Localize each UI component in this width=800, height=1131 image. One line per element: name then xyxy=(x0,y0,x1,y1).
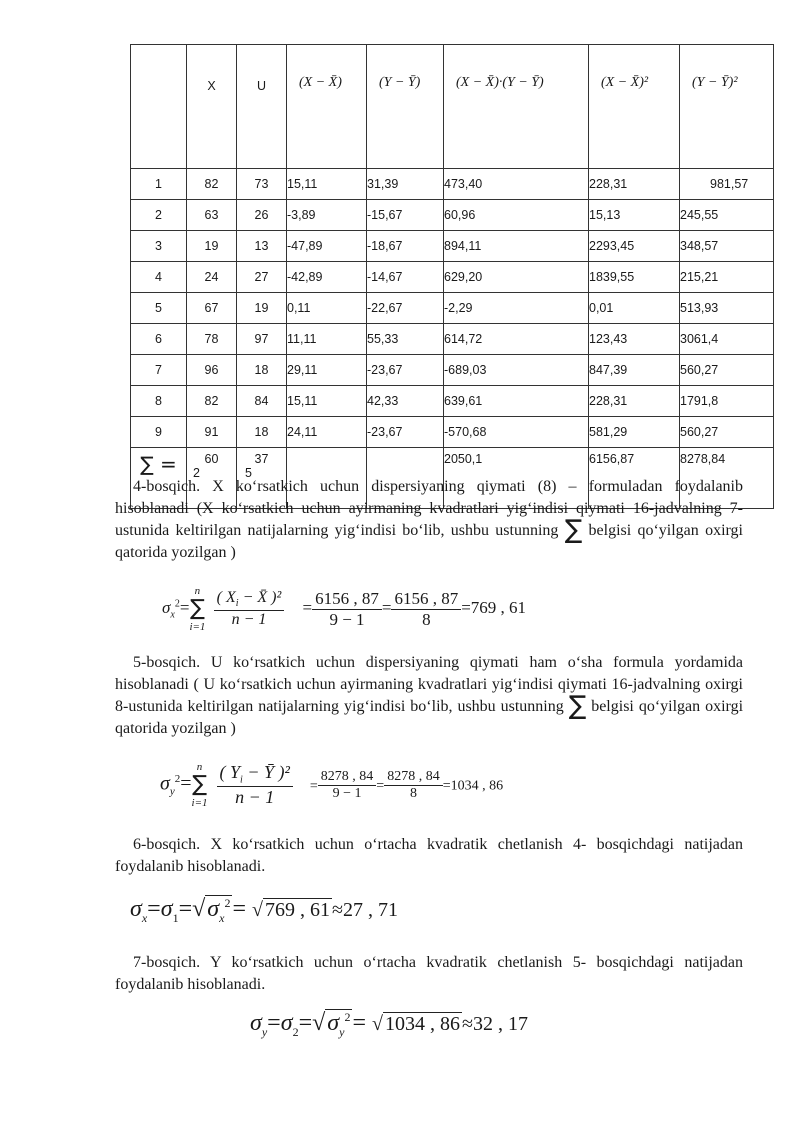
table-cell: 96 xyxy=(187,355,237,386)
table-cell: -18,67 xyxy=(367,231,444,262)
sum-u: 37 5 xyxy=(237,448,287,509)
step5-paragraph: 5-bosqich. U ko‘rsatkich uchun dispersiyaning qiymati ham o‘sha formula yordamida hisoblanadi ( U ko‘rsatkich uchun ayirmaning kvadratlari yig‘indisi qiymati 16-jadvalning oxirgi 8-ustunida keltirilgan natijalarning yig‘indisi bo‘lib, ushbu ustunning ∑ belgisi qo‘yilgan oxirgi qatorida yozilgan ) xyxy=(115,654,744,737)
table-row xyxy=(131,417,774,448)
formula-std-y: $\sigma_y=\sigma_2=√\sigma_y^2=$ √ 1034 , 86 ≈32 , 17 xyxy=(250,1010,528,1039)
data-table-container xyxy=(130,44,773,509)
table-cell: 15,11 xyxy=(287,169,367,200)
table-cell: 0,11 xyxy=(287,293,367,324)
table-cell: 60,96 xyxy=(444,200,589,231)
formula-std-x: $\sigma_x=\sigma_1=√\sigma_x^2=$ √ 769 , 61 ≈27 , 71 xyxy=(130,896,398,925)
sum-x: 60 2 xyxy=(187,448,237,509)
table-cell: 981,57 xyxy=(680,169,774,200)
table-body xyxy=(131,169,774,448)
table-cell: 13 xyxy=(237,231,287,262)
table-cell: 3061,4 xyxy=(680,324,774,355)
header-empty xyxy=(131,45,187,169)
table-cell: 91 xyxy=(187,417,237,448)
table-cell: 63 xyxy=(187,200,237,231)
table-cell: 847,39 xyxy=(589,355,680,386)
table-cell: 19 xyxy=(187,231,237,262)
table-cell: 15,11 xyxy=(287,386,367,417)
table-row xyxy=(131,262,774,293)
table-cell: 6 xyxy=(131,324,187,355)
table-cell: 228,31 xyxy=(589,169,680,200)
table-cell: 24 xyxy=(187,262,237,293)
sigma-sum-icon: ∑ xyxy=(568,691,587,721)
table-cell: 629,20 xyxy=(444,262,589,293)
table-row xyxy=(131,355,774,386)
table-cell: 67 xyxy=(187,293,237,324)
sum-y2: 8278,84 xyxy=(680,448,774,509)
table-cell: 82 xyxy=(187,169,237,200)
step4-paragraph: 4-bosqich. X ko‘rsatkich uchun dispersiyaning qiymati (8) – formuladan foydalanib hisoblanadi (X ko‘rsatkich uchun ayirmaning kvadratlari yig‘indisi qiymati 16-jadvalning 7-ustunida keltirilgan natijalarning yig‘indisi bo‘lib, ushbu ustunning ∑ belgisi qo‘yilgan oxirgi qatorida yozilgan ) xyxy=(115,478,743,561)
table-cell: -689,03 xyxy=(444,355,589,386)
table-header-row xyxy=(131,45,774,169)
table-cell: 245,55 xyxy=(680,200,774,231)
table-cell: 9 xyxy=(131,417,187,448)
table-cell: 228,31 xyxy=(589,386,680,417)
sigma-sum-icon: ∑ xyxy=(564,515,583,545)
table-cell: 31,39 xyxy=(367,169,444,200)
table-row xyxy=(131,324,774,355)
table-row xyxy=(131,200,774,231)
table-cell: -22,67 xyxy=(367,293,444,324)
table-cell: 5 xyxy=(131,293,187,324)
table-cell: -570,68 xyxy=(444,417,589,448)
table-cell: 19 xyxy=(237,293,287,324)
table-cell: 894,11 xyxy=(444,231,589,262)
table-cell: 614,72 xyxy=(444,324,589,355)
table-row xyxy=(131,293,774,324)
table-cell: 473,40 xyxy=(444,169,589,200)
table-cell: -23,67 xyxy=(367,417,444,448)
table-cell: 2 xyxy=(131,200,187,231)
table-cell: 513,93 xyxy=(680,293,774,324)
table-cell: -23,67 xyxy=(367,355,444,386)
table-cell: 560,27 xyxy=(680,355,774,386)
table-cell: 560,27 xyxy=(680,417,774,448)
table-cell: 97 xyxy=(237,324,287,355)
table-row xyxy=(131,386,774,417)
table-cell: -2,29 xyxy=(444,293,589,324)
header-x-dev-sq: (X − X̄)² xyxy=(589,45,680,169)
table-cell: 18 xyxy=(237,417,287,448)
table-row xyxy=(131,169,774,200)
table-cell: -14,67 xyxy=(367,262,444,293)
table-cell: 78 xyxy=(187,324,237,355)
header-u: U xyxy=(237,45,287,169)
table-cell: 15,13 xyxy=(589,200,680,231)
step6-paragraph: 6-bosqich. X ko‘rsatkich uchun o‘rtacha kvadratik chetlanish 4- bosqichdagi natijadan foydalanib hisoblanadi. xyxy=(115,836,743,875)
table-cell: 215,21 xyxy=(680,262,774,293)
table-cell: 27 xyxy=(237,262,287,293)
data-table xyxy=(130,44,774,509)
table-cell: 1 xyxy=(131,169,187,200)
table-cell: 42,33 xyxy=(367,386,444,417)
header-xy-product: (X − X̄)·(Y − Ȳ) xyxy=(444,45,589,169)
header-x-dev: (X − X̄) xyxy=(287,45,367,169)
table-cell: 55,33 xyxy=(367,324,444,355)
formula-variance-y: $\sigma_y^2=$ n ∑ i=1 $\frac{( Y_i - Ȳ )^2}{n - 1}$ = $\frac{8278 , 84}{9 - 1}$ = $\frac{8278 , 84}{8}$ =1034 , 86 xyxy=(160,761,504,809)
table-cell: 4 xyxy=(131,262,187,293)
formula-variance-x: $\sigma_x^2=$ n ∑ i=1 $\frac{( X_i - X̄ )^2}{n - 1}$ = $\frac{6156 , 87}{9 - 1}$ = $\frac{6156 , 87}{8}$ =769 , 61 xyxy=(162,585,527,633)
table-cell: 639,61 xyxy=(444,386,589,417)
sum-symbol: ∑ = xyxy=(131,448,187,509)
table-cell: 84 xyxy=(237,386,287,417)
table-cell: -3,89 xyxy=(287,200,367,231)
table-cell: 11,11 xyxy=(287,324,367,355)
table-cell: 3 xyxy=(131,231,187,262)
table-cell: 7 xyxy=(131,355,187,386)
step7-paragraph: 7-bosqich. Y ko‘rsatkich uchun o‘rtacha kvadratik chetlanish 5- bosqichdagi natijadan foydalanib hisoblanadi. xyxy=(115,954,743,993)
header-y-dev: (Y − Ȳ) xyxy=(367,45,444,169)
table-row xyxy=(131,231,774,262)
table-cell: -42,89 xyxy=(287,262,367,293)
table-cell: 82 xyxy=(187,386,237,417)
sum-x2: 6156,87 xyxy=(589,448,680,509)
table-cell: 26 xyxy=(237,200,287,231)
sum-xy: 2050,1 xyxy=(444,448,589,509)
table-cell: 2293,45 xyxy=(589,231,680,262)
table-cell: 0,01 xyxy=(589,293,680,324)
table-cell: 73 xyxy=(237,169,287,200)
table-cell: 29,11 xyxy=(287,355,367,386)
table-cell: 1839,55 xyxy=(589,262,680,293)
table-cell: 123,43 xyxy=(589,324,680,355)
table-cell: 24,11 xyxy=(287,417,367,448)
table-cell: 8 xyxy=(131,386,187,417)
header-x: X xyxy=(187,45,237,169)
table-cell: 18 xyxy=(237,355,287,386)
table-cell: 348,57 xyxy=(680,231,774,262)
header-y-dev-sq: (Y − Ȳ)² xyxy=(680,45,774,169)
table-cell: 581,29 xyxy=(589,417,680,448)
table-cell: -15,67 xyxy=(367,200,444,231)
table-cell: 1791,8 xyxy=(680,386,774,417)
table-cell: -47,89 xyxy=(287,231,367,262)
